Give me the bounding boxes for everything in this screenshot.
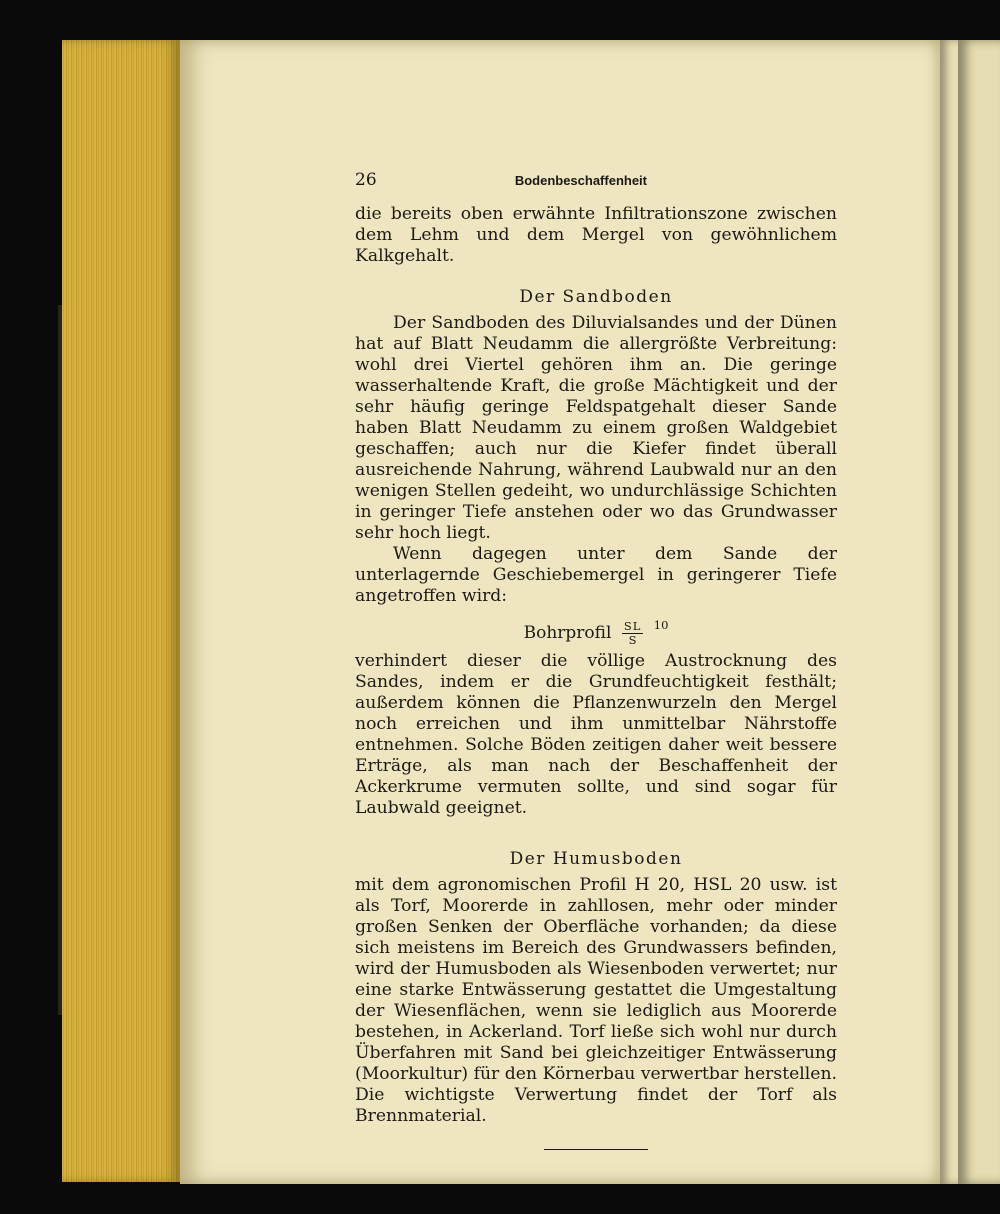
- formula-numerator: SL: [623, 619, 642, 633]
- sandboden-paragraph-3: verhindert dieser die völlige Austrocknung des Sandes, indem er die Grundfeuchtigkeit festhält; außerdem können die Pflanzenwurzeln den Mergel noch erreichen und ihm unmittelbar Nährstoffe entnehmen. Solche Böden zeitigen daher weit bessere Erträge, als man nach der Beschaffenheit der Ackerkrume vermuten sollte, und sind sogar für Laubwald geeignet.: [355, 651, 837, 818]
- end-rule: [544, 1149, 648, 1150]
- bohrprofil-formula: [355, 615, 837, 647]
- formula-denominator: S: [628, 633, 637, 647]
- running-title: Bodenbeschaffenheit: [514, 173, 647, 188]
- formula-fraction: [622, 620, 644, 647]
- formula-label: Bohrprofil: [523, 623, 612, 643]
- intro-paragraph: die bereits oben erwähnte Infiltrationszone zwischen dem Lehm und dem Mergel von gewöhnlichem Kalkgehalt.: [355, 204, 837, 266]
- page-number: 26: [355, 170, 377, 190]
- facing-page-edge: [958, 40, 1000, 1184]
- sandboden-paragraph-2: Wenn dagegen unter dem Sande der unterlagernde Geschiebemergel in geringerer Tiefe angetroffen wird:: [355, 544, 837, 606]
- section-title-humusboden: Der Humusboden: [509, 849, 683, 869]
- section-title-sandboden: Der Sandboden: [519, 287, 673, 307]
- formula-value: 10: [653, 618, 669, 632]
- page-text: [355, 170, 837, 1150]
- page-edges: [62, 40, 180, 1182]
- page-header: [355, 170, 837, 191]
- page-gutter: [940, 40, 960, 1184]
- sandboden-paragraph-1: Der Sandboden des Diluvialsandes und der Dünen hat auf Blatt Neudamm die allergrößte Verbreitung: wohl drei Viertel gehören ihm an. Die geringe wasserhaltende Kraft, die große Mächtigkeit und der sehr häufig geringe Feldspatgehalt dieser Sande haben Blatt Neudamm zu einem großen Waldgebiet geschaffen; auch nur die Kiefer findet überall ausreichende Nahrung, während Laubwald nur an den wenigen Stellen gedeiht, wo undurchlässige Schichten in geringer Tiefe anstehen oder wo das Grundwasser sehr hoch liegt.: [355, 313, 837, 543]
- humusboden-paragraph-1: mit dem agronomischen Profil H 20, HSL 20 usw. ist als Torf, Moorerde in zahllosen, mehr oder minder großen Senken der Oberfläche vorhanden; da diese sich meistens im Bereich des Grundwassers befinden, wird der Humusboden als Wiesenboden verwertet; nur eine starke Entwässerung gestattet die Umgestaltung der Wiesenflächen, wenn sie lediglich aus Moorerde bestehen, in Ackerland. Torf ließe sich wohl nur durch Überfahren mit Sand bei gleichzeitiger Entwässerung (Moorkultur) für den Körnerbau verwertbar herstellen. Die wichtigste Verwertung findet der Torf als Brennmaterial.: [355, 875, 837, 1126]
